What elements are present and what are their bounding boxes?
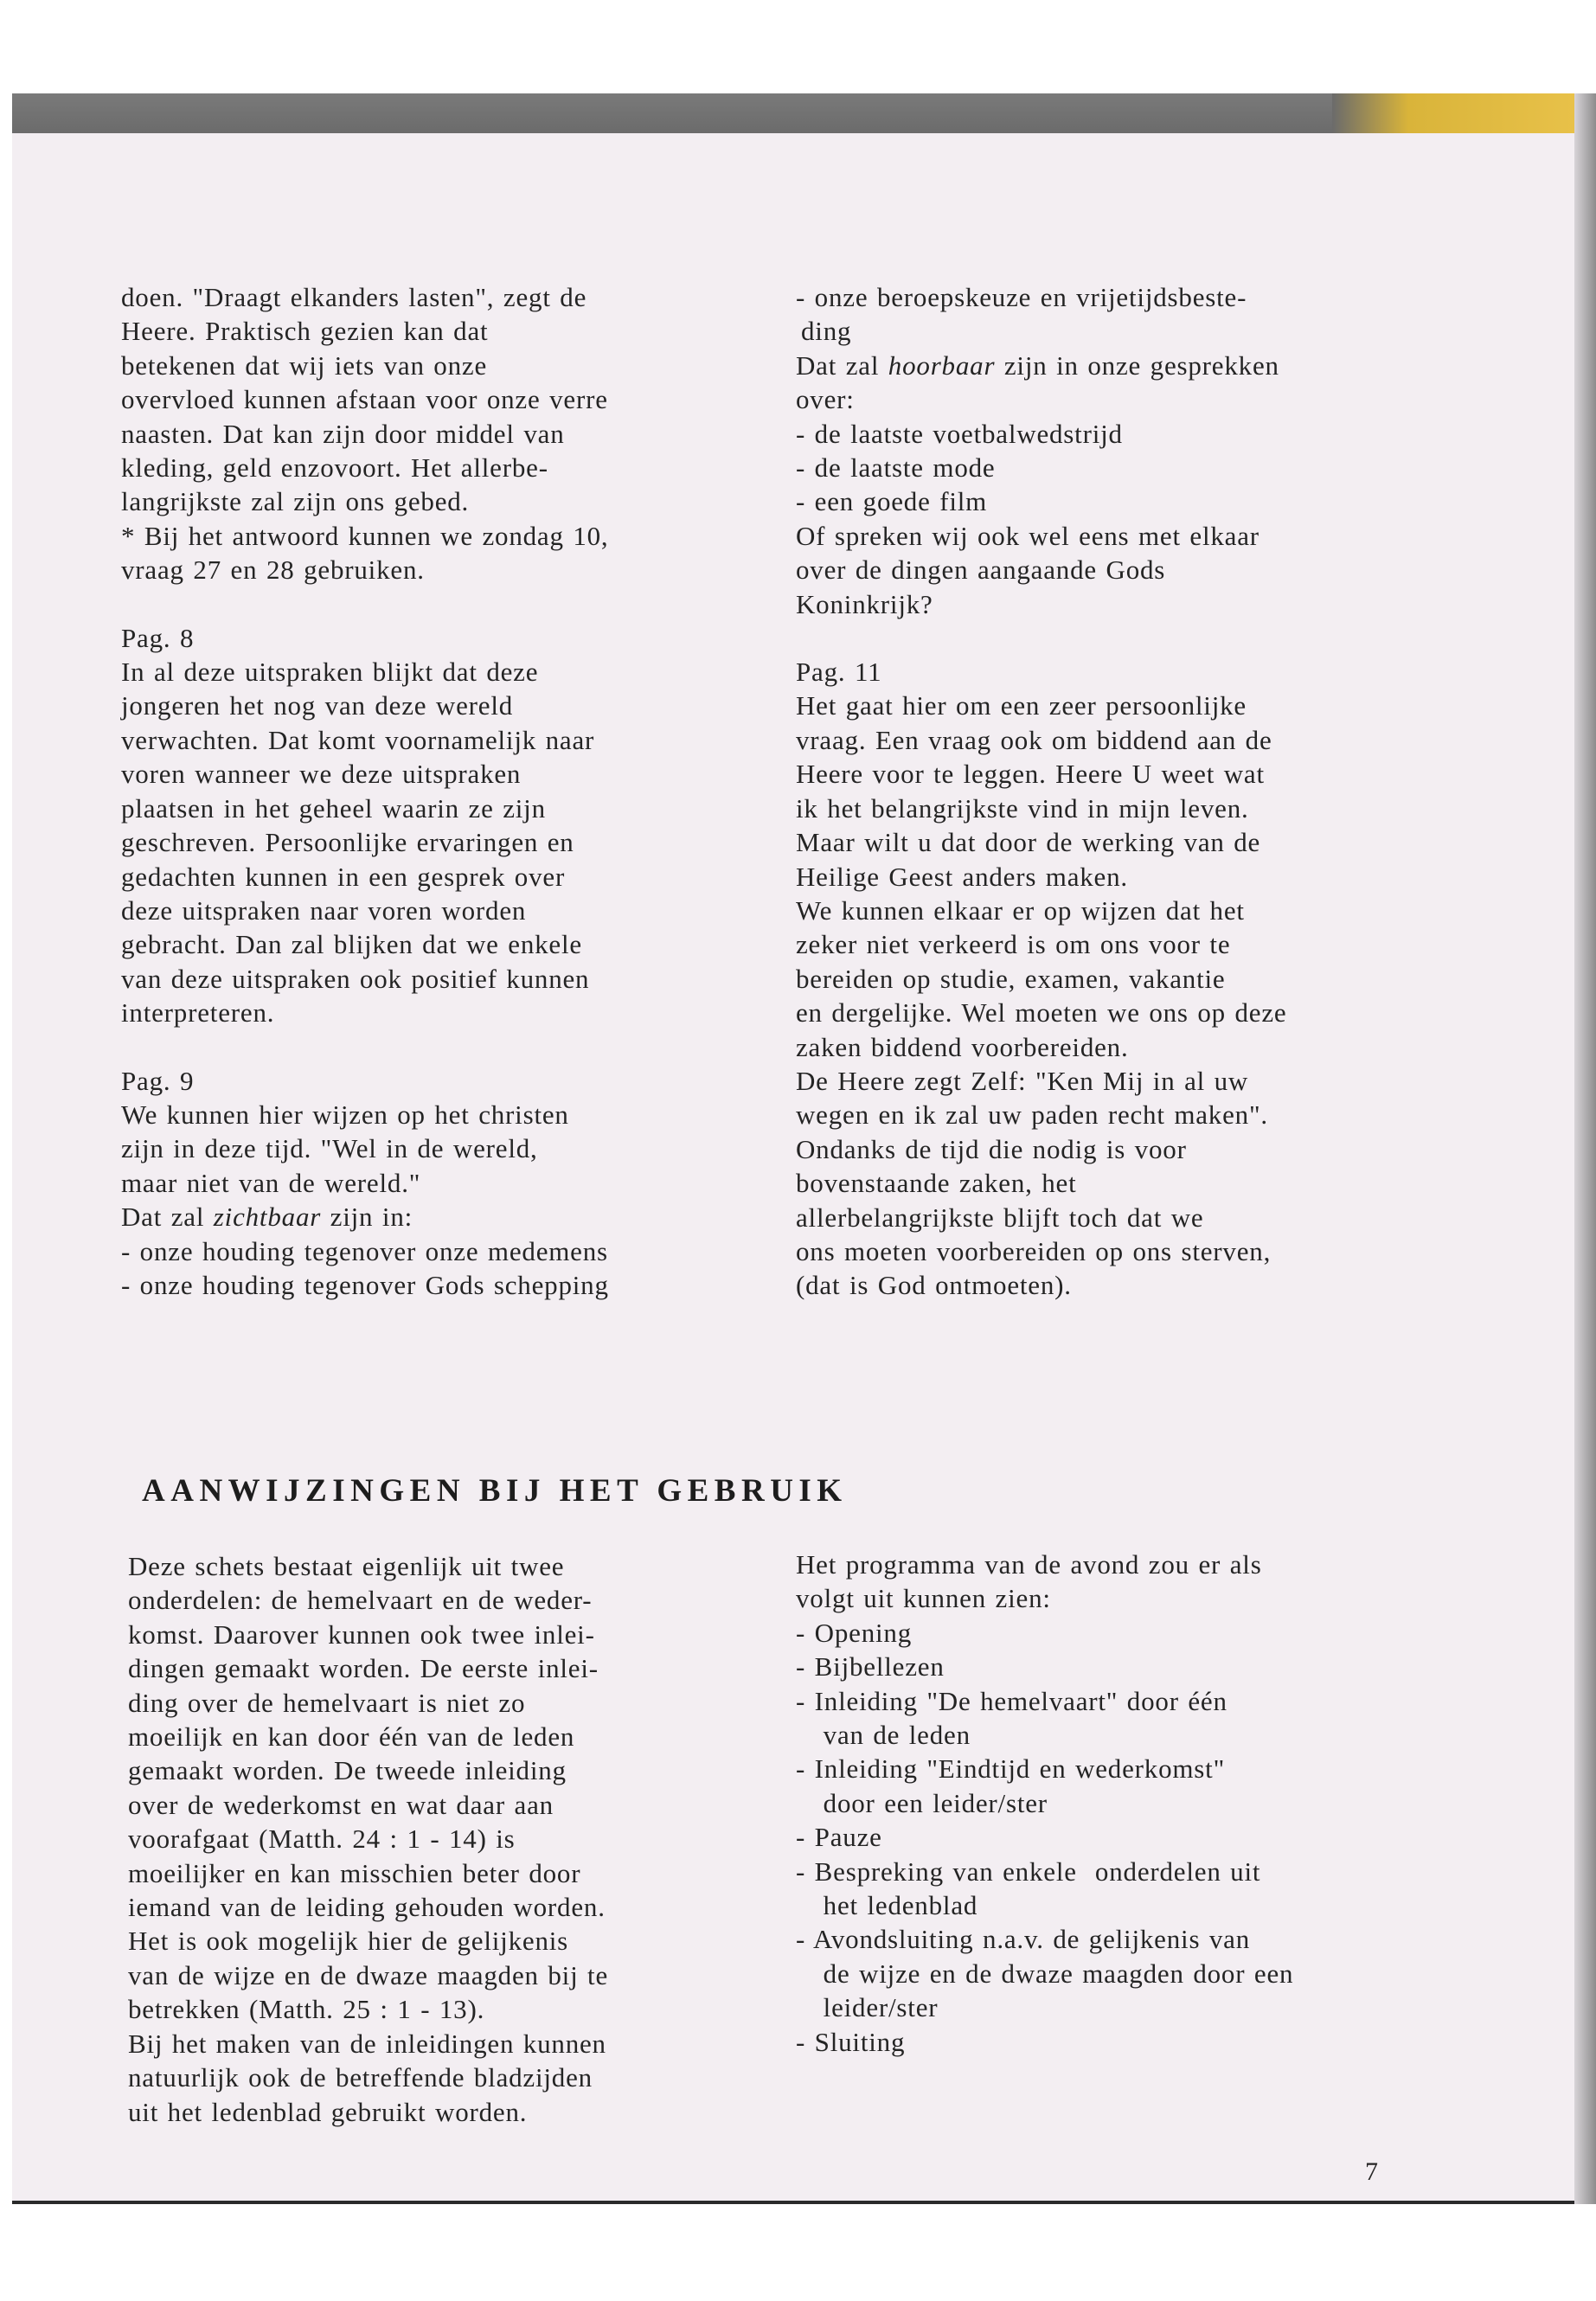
text-line: gemaakt worden. De tweede inleiding [128,1755,567,1786]
text-line: kleding, geld enzovoort. Het allerbe- [121,452,548,484]
program-item-continued: het ledenblad [796,1890,978,1921]
text-line: volgt uit kunnen zien: [796,1583,1051,1614]
text-line: en dergelijke. Wel moeten we ons op deze [796,997,1287,1029]
italic-word: hoorbaar [888,349,996,381]
program-item: - Opening [796,1617,913,1648]
text-fragment: Dat zal [796,349,888,381]
scan-cover-edge [1332,93,1586,133]
text-line: geschreven. Persoonlijke ervaringen en [121,827,574,858]
bullet-line: - de laatste voetbalwedstrijd [796,418,1123,449]
text-line: Of spreken wij ook wel eens met elkaar [796,520,1259,551]
section-title: Pag. 11 [796,657,882,688]
program-item-continued: de wijze en de dwaze maagden door een [796,1958,1294,1989]
text-line: wegen en ik zal uw paden recht maken". [796,1099,1268,1131]
text-line: over de wederkomst en wat daar aan [128,1789,554,1820]
text-line: dingen gemaakt worden. De eerste inlei- [128,1653,599,1684]
text-line: over de dingen aangaande Gods [796,554,1166,586]
text-line: maar niet van de wereld." [121,1167,421,1198]
text-line: ding [801,316,852,347]
text-line: zaken biddend voorbereiden. [796,1031,1129,1062]
text-line: moeilijk en kan door één van de leden [128,1721,575,1753]
text-line: Deze schets bestaat eigenlijk uit twee [128,1551,565,1581]
text-line: iemand van de leiding gehouden worden. [128,1892,606,1923]
text-line: ons moeten voorbereiden op ons sterven, [796,1235,1272,1266]
italic-word: zichtbaar [213,1202,322,1233]
text-line: voorafgaat (Matth. 24 : 1 - 14) is [128,1823,516,1855]
text-line: gebracht. Dan zal blijken dat we enkele [121,929,582,960]
pag8-section [121,621,609,1030]
bullet-line: - onze houding tegenover onze medemens [121,1235,608,1266]
program-item-continued: door een leider/ster [796,1787,1048,1818]
text-line: komst. Daarover kunnen ook twee inlei- [128,1618,595,1650]
text-line: uit het ledenblad gebruikt worden. [128,2096,528,2127]
text-fragment: zijn in onze gesprekken [995,349,1279,381]
pag9-section [121,1064,609,1303]
bottom-left-column [128,1549,608,2129]
text-line: betekenen dat wij iets van onze [121,349,488,381]
text-line: vraag. Een vraag ook om biddend aan de [796,724,1272,755]
program-item-continued: leider/ster [796,1992,939,2023]
section-heading: AANWIJZINGEN BIJ HET GEBRUIK [142,1473,848,1509]
text-line: bereiden op studie, examen, vakantie [796,963,1226,994]
text-line: langrijkste zal zijn ons gebed. [121,486,470,517]
text-line: moeilijker en kan misschien beter door [128,1857,581,1888]
page-number: 7 [1365,2157,1378,2186]
text-line: (dat is God ontmoeten). [796,1270,1072,1301]
text-line: onderdelen: de hemelvaart en de weder- [128,1585,593,1616]
text-line: over: [796,384,855,415]
text-line: * Bij het antwoord kunnen we zondag 10, [121,520,609,551]
text-line: voren wanneer we deze uitspraken [121,759,522,790]
text-line: De Heere zegt Zelf: "Ken Mij in al uw [796,1065,1249,1096]
text-line: Maar wilt u dat door de werking van de [796,827,1261,858]
document-page [12,133,1574,2204]
text-line: Koninkrijk? [796,588,933,619]
text-fragment: zijn in: [321,1202,413,1233]
text-line: overvloed kunnen afstaan voor onze verre [121,384,608,415]
bullet-line: - onze beroepskeuze en vrijetijdsbeste- [796,282,1247,312]
bullet-line: - de laatste mode [796,452,996,484]
bullet-line: - onze houding tegenover Gods schepping [121,1269,609,1300]
top-left-column [121,280,609,1302]
text-line: We kunnen hier wijzen op het christen [121,1099,569,1130]
program-item: - Bijbellezen [796,1651,945,1682]
text-line: plaatsen in het geheel waarin ze zijn [121,792,546,824]
program-item: - Pauze [796,1822,882,1853]
program-item: - Inleiding "De hemelvaart" door één [796,1685,1227,1716]
text-line [121,1200,609,1234]
text-line: Het is ook mogelijk hier de gelijkenis [128,1926,569,1957]
text-line: natuurlijk ook de betreffende bladzijden [128,2062,593,2093]
bottom-right-column [796,1548,1293,2059]
scan-border-right [1574,93,1596,2204]
text-line: naasten. Dat kan zijn door middel van [121,418,565,449]
text-line: Ondanks de tijd die nodig is voor [796,1133,1187,1164]
text-line: gedachten kunnen in een gesprek over [121,861,566,892]
section-title: Pag. 9 [121,1065,195,1096]
text-line: Bij het maken van de inleidingen kunnen [128,2028,606,2059]
text-line: Het gaat hier om een zeer persoonlijke [796,690,1247,721]
program-item: - Bespreking van enkele onderdelen uit [796,1856,1261,1887]
text-line: bovenstaande zaken, het [796,1168,1077,1199]
text-fragment: Dat zal [121,1202,214,1233]
top-right-column [796,280,1286,1303]
text-line: jongeren het nog van deze wereld [121,690,514,721]
bullet-line: - een goede film [796,486,988,517]
text-line: vraag 27 en 28 gebruiken. [121,554,425,586]
text-line: van de wijze en de dwaze maagden bij te [128,1959,609,1990]
text-line: van deze uitspraken ook positief kunnen [121,963,590,994]
text-line: ding over de hemelvaart is niet zo [128,1687,526,1718]
text-line: deze uitspraken naar voren worden [121,894,527,926]
text-line: Het programma van de avond zou er als [796,1549,1262,1580]
pag11-section [796,655,1286,1303]
text-line [796,349,1286,382]
program-item: - Inleiding "Eindtijd en wederkomst" [796,1753,1226,1785]
text-line: Heere voor te leggen. Heere U weet wat [796,759,1265,790]
program-item: - Sluiting [796,2026,906,2057]
text-line: We kunnen elkaar er op wijzen dat het [796,894,1245,926]
text-line: Heilige Geest anders maken. [796,861,1128,892]
section-title: Pag. 8 [121,622,195,653]
text-line: interpreteren. [121,997,275,1029]
text-line: In al deze uitspraken blijkt dat deze [121,657,539,688]
text-line: Heere. Praktisch gezien kan dat [121,316,489,347]
program-item: - Avondsluiting n.a.v. de gelijkenis van [796,1924,1251,1955]
text-line: ik het belangrijkste vind in mijn leven. [796,792,1249,824]
text-line: zijn in deze tijd. "Wel in de wereld, [121,1133,538,1164]
program-item-continued: van de leden [796,1720,971,1751]
continued-paragraph [121,280,609,587]
text-line: betrekken (Matth. 25 : 1 - 13). [128,1994,485,2025]
text-line: verwachten. Dat komt voornamelijk naar [121,724,595,755]
text-line: allerbelangrijkste blijft toch dat we [796,1202,1204,1233]
text-line: zeker niet verkeerd is om ons voor te [796,929,1231,960]
text-line: doen. "Draagt elkanders lasten", zegt de [121,282,587,312]
